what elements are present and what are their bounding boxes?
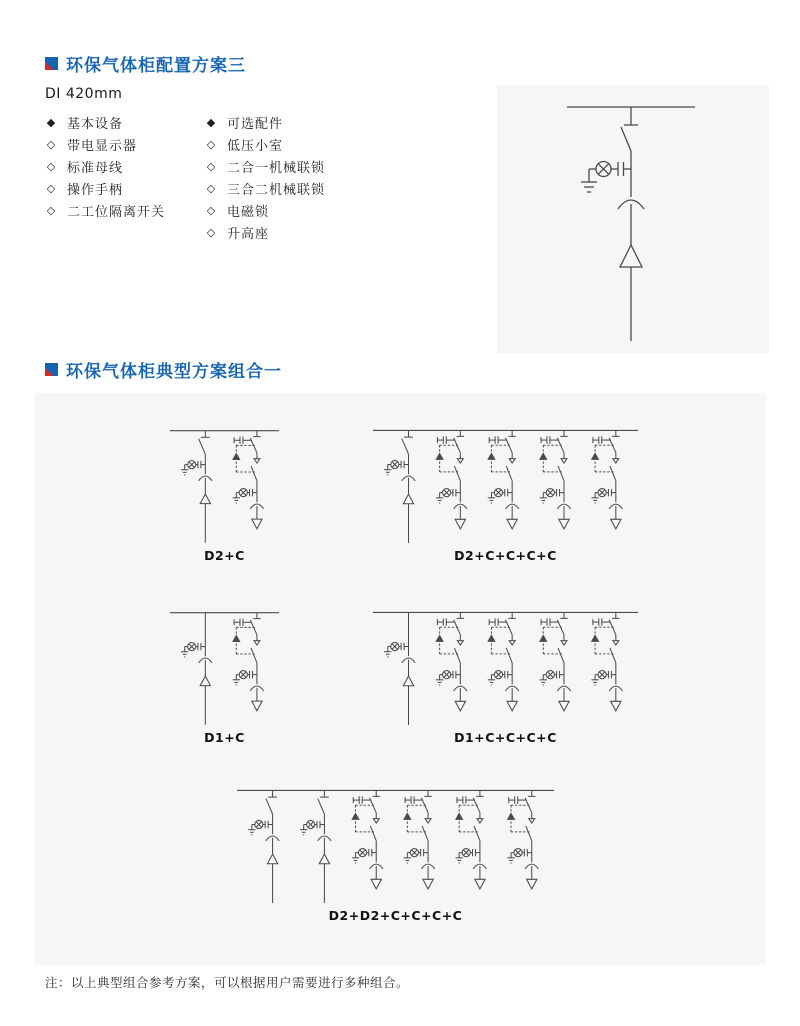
list-header-label: 基本设备: [67, 116, 124, 132]
combo-block: [370, 608, 641, 745]
diamond-hollow-icon: ◇: [206, 203, 217, 217]
list-item-label: 三合二机械联锁: [227, 182, 326, 198]
diamond-hollow-icon: ◇: [206, 159, 217, 173]
combo-block: [234, 786, 557, 923]
combo-label: D2+C: [204, 548, 245, 563]
optional-accessories-list: [205, 111, 325, 243]
scheme-single-line-diagram: [497, 85, 769, 353]
combo-block: [167, 608, 282, 745]
list-item: [205, 155, 325, 177]
diamond-filled-icon: ◆: [206, 115, 217, 129]
combo-label: D2+C+C+C+C: [454, 548, 557, 563]
list-header: [45, 111, 165, 133]
list-item: [45, 133, 165, 155]
section2-title-row: [45, 357, 282, 382]
section1-title-row: [45, 51, 246, 76]
combo-label: D1+C: [204, 730, 245, 745]
list-item: [205, 133, 325, 155]
combo-diagrams-panel: [35, 393, 766, 965]
combo-diagram-svg: [167, 426, 282, 543]
diamond-hollow-icon: ◇: [46, 181, 57, 195]
diamond-hollow-icon: ◇: [206, 181, 217, 195]
list-item: [205, 177, 325, 199]
list-item-label: 二合一机械联锁: [227, 160, 326, 176]
combo-block: [167, 426, 282, 563]
section-marker-icon: [45, 363, 58, 376]
section1-title: 环保气体柜配置方案三: [66, 56, 246, 76]
diamond-hollow-icon: ◇: [46, 203, 57, 217]
combo-diagram-svg: [370, 426, 641, 543]
diamond-hollow-icon: ◇: [206, 137, 217, 151]
list-item-label: 电磁锁: [227, 204, 270, 220]
list-item: [45, 155, 165, 177]
diamond-hollow-icon: ◇: [46, 137, 57, 151]
footer-note: 注：以上典型组合参考方案，可以根据用户需要进行多种组合。: [45, 975, 410, 990]
list-header-label: 可选配件: [227, 116, 284, 132]
combo-label: D1+C+C+C+C: [454, 730, 557, 745]
combo-diagram-svg: [167, 608, 282, 725]
diamond-hollow-icon: ◇: [206, 225, 217, 239]
combo-diagram: [370, 426, 641, 543]
list-item-label: 带电显示器: [67, 138, 138, 154]
list-item-label: 升高座: [227, 226, 270, 242]
list-item: [205, 221, 325, 243]
list-item-label: 低压小室: [227, 138, 284, 154]
section-marker-icon: [45, 57, 58, 70]
combo-diagram: [167, 426, 282, 543]
diamond-hollow-icon: ◇: [46, 159, 57, 173]
size-label: DI 420mm: [45, 86, 123, 102]
list-item-label: 操作手柄: [67, 182, 124, 198]
combo-diagram-svg: [370, 608, 641, 725]
list-header: [205, 111, 325, 133]
combo-label: D2+D2+C+C+C+C: [328, 908, 463, 923]
combo-diagram: [167, 608, 282, 725]
combo-diagram: [370, 608, 641, 725]
combo-block: [370, 426, 641, 563]
list-item-label: 二工位隔离开关: [67, 204, 166, 220]
list-item: [45, 199, 165, 221]
scheme-diagram-panel: [497, 85, 769, 353]
diamond-filled-icon: ◆: [46, 115, 57, 129]
combo-diagram-svg: [234, 786, 557, 903]
combo-diagram: [234, 786, 557, 903]
basic-equipment-list: [45, 111, 165, 221]
list-item: [205, 199, 325, 221]
list-item: [45, 177, 165, 199]
list-item-label: 标准母线: [67, 160, 124, 176]
section2-title: 环保气体柜典型方案组合一: [66, 362, 282, 382]
